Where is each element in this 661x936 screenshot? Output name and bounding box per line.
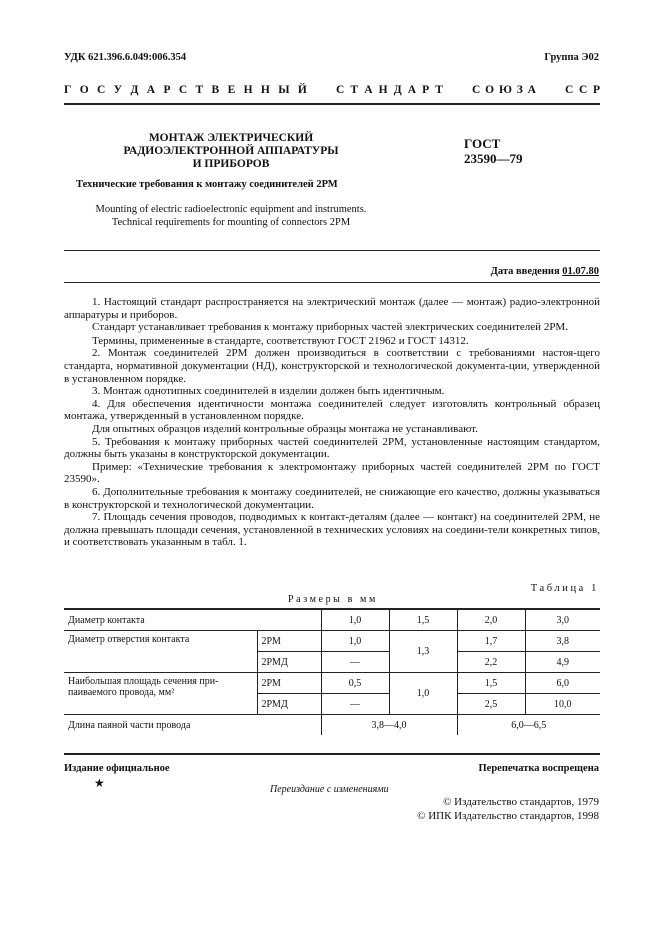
table-cell: 3,8—4,0 [321,715,457,736]
table-cell: 1,5 [457,673,525,694]
table-cell: — [321,694,389,715]
reprint-note: Переиздание с изменениями [270,784,389,795]
banner-word-3: С О Ю З А [472,84,536,96]
standard-banner [64,84,600,96]
table-row [64,715,600,736]
english-title [64,204,398,229]
connector-type: 2РМД [257,694,321,715]
table-caption: Таблица 1 [530,583,599,594]
table-1 [64,608,600,735]
row-label: Диаметр контакта [64,609,321,631]
paragraph: 3. Монтаж однотипных соединителей в изделии должен быть идентичным. [92,385,445,398]
paragraph: 7. Площадь сечения проводов, подводимых к контакт-деталям (далее — контакт) на соединителей 2РМ, не должна превышать площади сечения, установленной в технических условиях на соедини-тели конкретных типов, и соответствовать указанным в табл. 1. [64,511,600,549]
paragraph: 5. Требования к монтажу приборных частей соединителей 2РМ, установленные настоящим стандартом, должны быть указаны в конструкторской документации. [64,435,600,461]
document-subtitle: Технические требования к монтажу соединителей 2РМ [76,179,338,190]
gost-label: ГОСТ [464,136,501,151]
table-cell: 0,5 [321,673,389,694]
gost-number: 23590—79 [464,151,523,166]
table-cell: — [321,652,389,673]
paragraph: Пример: «Технические требования к электромонтажу приборных частей соединителей 2РМ по ГОСТ 23590». [64,460,600,486]
table-cell: 2,5 [457,694,525,715]
table-cell: 3,8 [525,631,600,652]
connector-type: 2РМД [257,652,321,673]
row-label: Длина паяной части провода [64,715,321,736]
document-title [64,132,398,171]
table-units: Размеры в мм [288,594,378,605]
connector-type: 2РМ [257,673,321,694]
connector-type: 2РМ [257,631,321,652]
paragraph: 6. Дополнительные требования к монтажу соединителей, не снижающие его качество, должны указываться в конструкторской и технологической документации. [64,485,600,511]
table-cell: 1,0 [389,673,457,715]
date-label: Дата введения [490,266,560,277]
paragraph: Стандарт устанавливает требования к монтажу приборных частей электрических соединителей 2РМ. [92,321,568,334]
table-cell: 2,0 [457,609,525,631]
udk-code: УДК 621.396.6.049:006.354 [64,52,187,63]
english-line: Mounting of electric radioelectronic equipment and instruments. [95,204,367,215]
table-cell: 10,0 [525,694,600,715]
date-value: 01.07.80 [562,266,599,277]
table-cell: 4,9 [525,652,600,673]
paragraph: 1. Настоящий стандарт распространяется на электрический монтаж (далее — монтаж) радио-электронной аппаратуры и приборов. [64,296,600,321]
footer-rule [64,753,600,755]
english-line: Technical requirements for mounting of connectors 2PM [111,216,351,228]
title-line: И ПРИБОРОВ [192,158,270,170]
copyright-line: © Издательство стандартов, 1979 [443,796,599,808]
banner-word-4: С С Р [565,84,600,96]
star-icon: ★ [94,776,105,790]
group-code: Группа Э02 [544,52,599,63]
table-cell: 1,3 [389,631,457,673]
row-label: Диаметр отверстия контакта [64,631,257,673]
banner-word-2: С Т А Н Д А Р Т [336,84,443,96]
table-row [64,631,600,652]
paragraph: Термины, примененные в стандарте, соответствуют ГОСТ 21962 и ГОСТ 14312. [92,334,469,347]
reprint-prohibited: Перепечатка воспрещена [478,763,599,774]
paragraph: 4. Для обеспечения идентичности монтажа соединителей следует изготовлять контрольный образец монтажа, утвержденный в установленном порядке. [64,397,600,423]
official-edition: Издание официальное [64,763,170,774]
table-cell: 6,0 [525,673,600,694]
table-cell: 1,0 [321,609,389,631]
table-row [64,673,600,694]
table-cell: 1,5 [389,609,457,631]
copyright-line: © ИПК Издательство стандартов, 1998 [417,810,599,822]
header-rule [64,103,600,105]
gost-designation [464,136,523,166]
paragraph: 2. Монтаж соединителей 2РМ должен производиться в соответствии с требованиями настоя-щего стандарта, нормативной документации (НД), конструкторской и технологической документа-ции, утвержденной в установленном порядке. [64,347,600,385]
table-row [64,609,600,631]
document-body [64,296,600,549]
date-rule [64,282,600,283]
title-rule [64,250,600,251]
table-cell: 1,0 [321,631,389,652]
title-line: МОНТАЖ ЭЛЕКТРИЧЕСКИЙ [148,132,314,144]
row-label: Наибольшая площадь сечения при-паиваемого провода, мм² [64,673,257,715]
effective-date [491,266,599,277]
table-cell: 2,2 [457,652,525,673]
paragraph: Для опытных образцов изделий контрольные образцы монтажа не устанавливают. [92,422,478,435]
table-cell: 3,0 [525,609,600,631]
title-line: РАДИОЭЛЕКТРОННОЙ АППАРАТУРЫ [123,145,339,157]
table-cell: 6,0—6,5 [457,715,600,736]
table-cell: 1,7 [457,631,525,652]
banner-word-1: Г О С У Д А Р С Т В Е Н Н Ы Й [64,84,307,96]
